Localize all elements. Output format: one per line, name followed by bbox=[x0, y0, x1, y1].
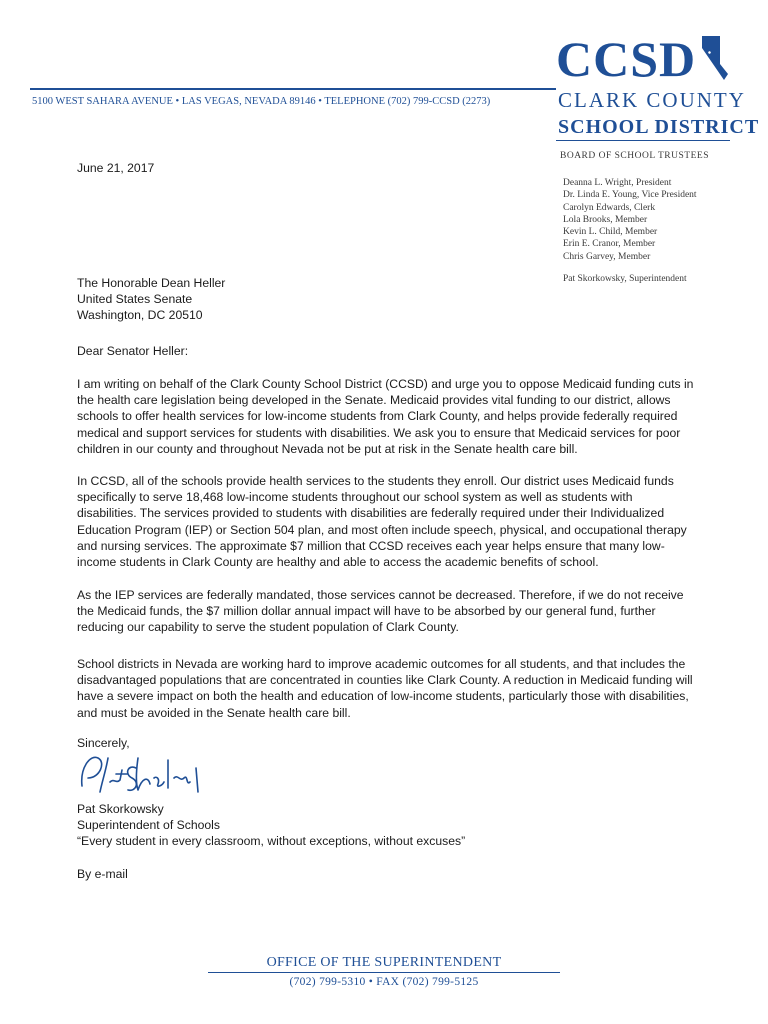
recipient-line: The Honorable Dean Heller bbox=[77, 276, 226, 290]
district-name-line1: CLARK COUNTY bbox=[558, 88, 746, 112]
trustees-list bbox=[563, 177, 697, 263]
signature bbox=[76, 748, 236, 800]
ccsd-logo: CCSD bbox=[556, 31, 697, 87]
signer-motto: “Every student in every classroom, without exceptions, without excuses” bbox=[77, 834, 466, 849]
salutation: Dear Senator Heller: bbox=[77, 344, 189, 358]
letter-date: June 21, 2017 bbox=[77, 161, 155, 175]
closing: Sincerely, bbox=[77, 736, 130, 750]
header-rule bbox=[30, 88, 556, 90]
recipient-address bbox=[77, 275, 225, 324]
signer-block bbox=[77, 801, 465, 850]
footer-rule bbox=[208, 972, 560, 973]
paragraph-text: I am writing on behalf of the Clark County School District (CCSD) and urge you to oppose Medicaid funding cuts in the health care legislation being developed in the Senate. Medicaid provides vital funding to our district, allows schools to offer health services for low-income students from Clark County, and helps provide federally required medical and support services for students with disabilities. We ask you to ensure that Medicaid services for poor children in our county and throughout Nevada not be put at risk in the Senate health care bill. bbox=[77, 377, 694, 456]
trustee: Dr. Linda E. Young, Vice President bbox=[563, 190, 697, 201]
delivery-method: By e-mail bbox=[77, 867, 128, 881]
trustee: Erin E. Cranor, Member bbox=[563, 239, 656, 250]
trustee: Deanna L. Wright, President bbox=[563, 178, 672, 188]
district-address: 5100 WEST SAHARA AVENUE • LAS VEGAS, NEVADA 89146 • TELEPHONE (702) 799-CCSD (2273) bbox=[32, 96, 491, 107]
recipient-line: Washington, DC 20510 bbox=[77, 308, 203, 323]
district-name-rule bbox=[556, 140, 730, 141]
trustee: Chris Garvey, Member bbox=[563, 251, 651, 262]
district-name-line2: SCHOOL DISTRICT bbox=[558, 116, 760, 138]
trustee: Kevin L. Child, Member bbox=[563, 227, 658, 238]
nevada-state-icon bbox=[700, 34, 730, 82]
footer-office: OFFICE OF THE SUPERINTENDENT bbox=[266, 955, 502, 970]
body-paragraph bbox=[77, 587, 695, 636]
trustee: Lola Brooks, Member bbox=[563, 214, 648, 225]
recipient-line: United States Senate bbox=[77, 292, 193, 307]
board-heading: BOARD OF SCHOOL TRUSTEES bbox=[560, 151, 709, 161]
paragraph-text: In CCSD, all of the schools provide health services to the students they enroll. Our district uses Medicaid funds specifically to serve 18,468 low-income students throughout our school system as well as students with disabilities. The services provided to students with disabilities are federally required under their Individualized Education Program (IEP) or Section 504 plan, and most often include speech, physical, and occupational therapy and nursing services. The approximate $7 million that CCSD receives each year helps ensure that many low-income students in Clark County are healthy and able to access the academic benefits of school. bbox=[77, 474, 687, 570]
paragraph-text: As the IEP services are federally mandated, those services cannot be decreased. Therefore, if we do not receive the Medicaid funds, the $7 million dollar annual impact will have to be absorbed by our general fund, further reducing our capability to serve the student population of Clark County. bbox=[77, 588, 684, 635]
body-paragraph bbox=[77, 656, 695, 721]
footer-phones: (702) 799-5310 • FAX (702) 799-5125 bbox=[289, 976, 479, 988]
superintendent-line: Pat Skorkowsky, Superintendent bbox=[563, 274, 687, 284]
paragraph-text: School districts in Nevada are working hard to improve academic outcomes for all students, and that includes the disadvantaged populations that are concentrated in counties like Clark County. A reduction in Medicaid funding will have a severe impact on both the health and education of low-income students, particularly those with disabilities, and must be avoided in the Senate health care bill. bbox=[77, 657, 693, 720]
body-paragraph bbox=[77, 376, 695, 457]
signer-title: Superintendent of Schools bbox=[77, 818, 220, 833]
signer-name: Pat Skorkowsky bbox=[77, 802, 164, 816]
body-paragraph bbox=[77, 473, 695, 570]
trustee: Carolyn Edwards, Clerk bbox=[563, 202, 656, 213]
